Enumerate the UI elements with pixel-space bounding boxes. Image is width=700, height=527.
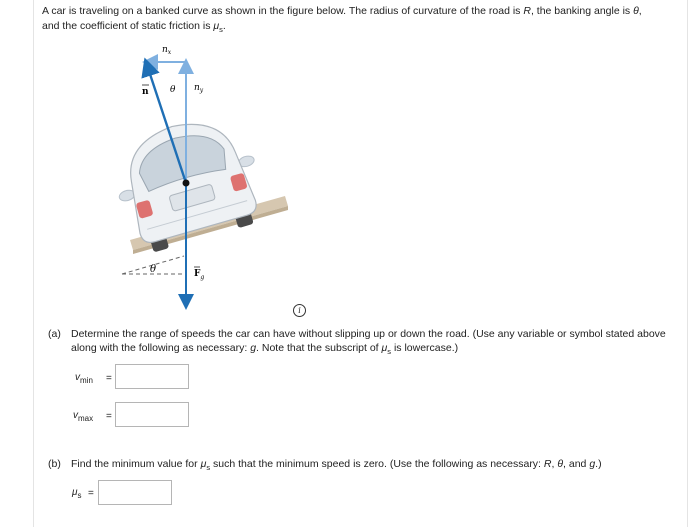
n-vector-label: n bbox=[142, 87, 149, 97]
problem-statement: A car is traveling on a banked curve as shown in the figure below. The radius of curvature of the road is R, the banking angle is θ, and the coefficient of static friction is $\mu_s$. bbox=[42, 5, 642, 35]
theta-label: θ bbox=[170, 85, 176, 95]
f-g-label: $F_g$ bbox=[194, 269, 205, 281]
mu-s-equals: = bbox=[88, 488, 94, 499]
center-of-mass-dot bbox=[183, 180, 190, 187]
vmax-equals: = bbox=[106, 411, 112, 422]
part-a-question: (a) Determine the range of speeds the car can have without slipping up or down the road. (Use any variable or symbol stated above along with the following as necessary: g. Note that the subscript of $\mu_s$ is lowercase.) bbox=[48, 328, 666, 357]
mu-s-label: $\mu_s$ bbox=[72, 487, 82, 500]
mu-s-input[interactable] bbox=[98, 480, 172, 505]
n-y-label: $n_y$ bbox=[194, 83, 204, 94]
part-b-question: (b) Find the minimum value for $\mu_s$ such that the minimum speed is zero. (Use the following as necessary: R, θ, and g.) bbox=[48, 458, 602, 473]
banked-curve-figure bbox=[100, 40, 300, 310]
road-angle-label: θ bbox=[150, 264, 157, 275]
n-x-label: $n_x$ bbox=[162, 45, 172, 56]
vmax-input[interactable] bbox=[115, 402, 189, 427]
vmax-label: $v_{max}$ bbox=[73, 410, 94, 423]
vmin-input[interactable] bbox=[115, 364, 189, 389]
vmin-label: $v_{min}$ bbox=[75, 372, 93, 385]
info-icon[interactable]: i bbox=[293, 304, 306, 317]
vmin-equals: = bbox=[106, 373, 112, 384]
